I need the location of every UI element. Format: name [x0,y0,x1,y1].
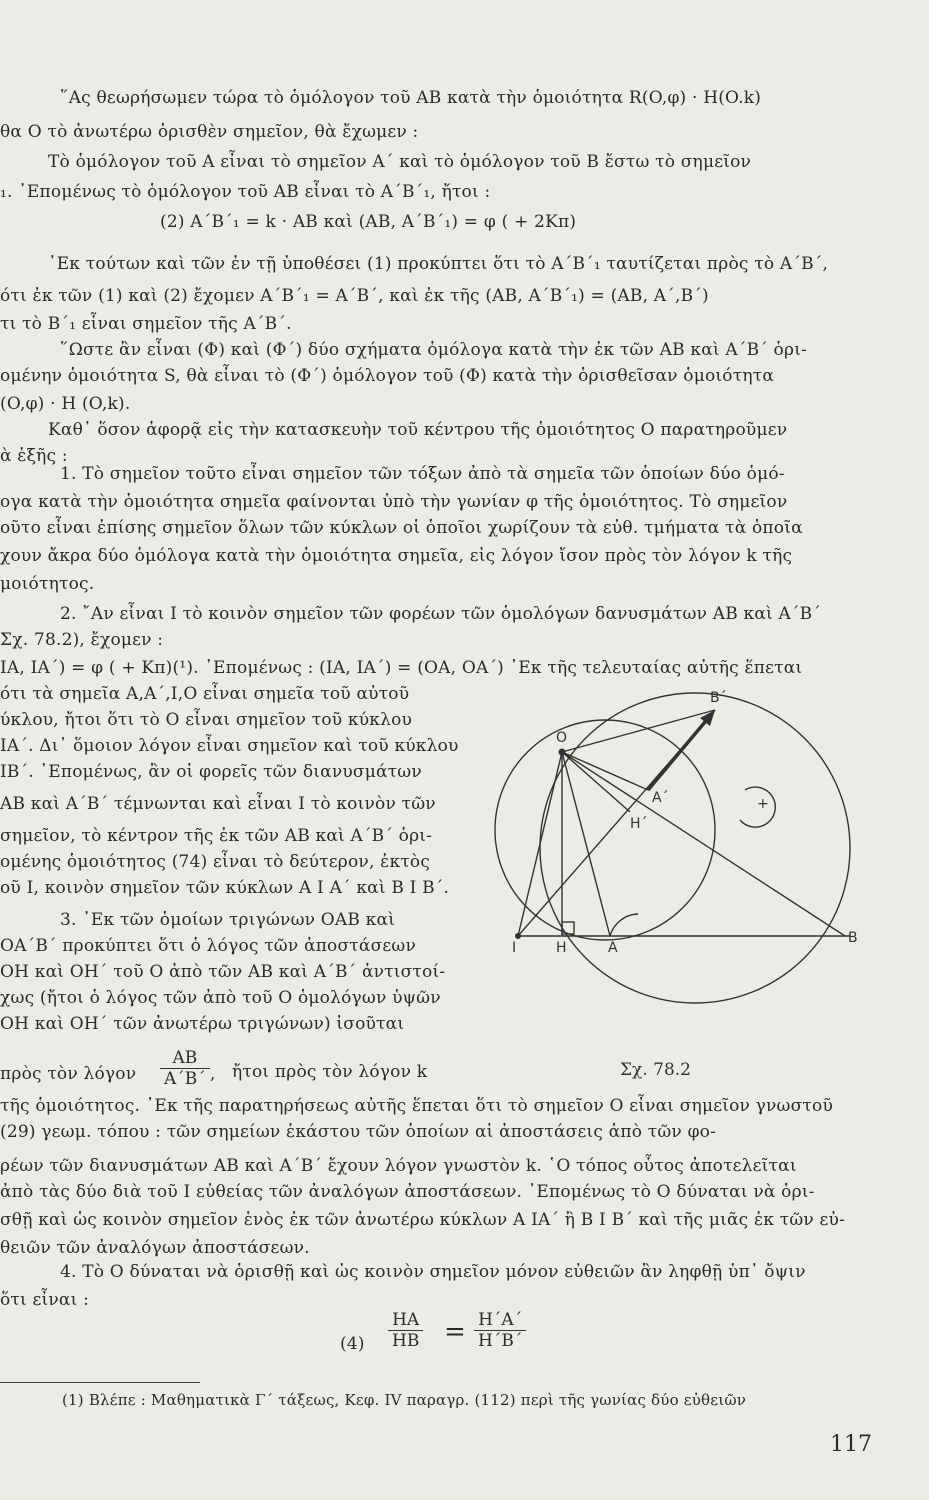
fraction-denominator: A΄B΄ [164,1069,206,1089]
point-i [515,933,521,939]
text-line: ἤτοι πρὸς τὸν λόγον k [232,1062,428,1082]
text-line: OH καὶ OH΄ τῶν ἀνωτέρω τριγώνων) ἰσοῦται [0,1014,405,1034]
line-o-ap [562,752,648,790]
text-line: ρέων τῶν διανυσμάτων AB καὶ A΄B΄ ἔχουν λόγον γνωστὸν k. ῾Ο τόπος οὗτος ἀποτελεῖται [0,1156,797,1176]
arc-angle-a [610,914,638,936]
equation-lhs-den: HB [392,1331,420,1351]
text-line: 2. ῎Αν εἶναι I τὸ κοινὸν σημεῖον τῶν φορέων τῶν ὁμολόγων δανυσμάτων AB καὶ A΄B΄ [60,604,822,624]
equation-label: (4) [340,1334,365,1354]
text-line: 3. ᾽Εκ τῶν ὁμοίων τριγώνων OAB καὶ [60,910,396,930]
text-line: τι τὸ B΄₁ εἶναι σημεῖον τῆς A΄B΄. [0,314,292,334]
label-ap: A΄ [652,790,669,806]
text-line: 1. Τὸ σημεῖον τοῦτο εἶναι σημεῖον τῶν τόξων ἀπὸ τὰ σημεῖα τῶν ὁποίων δύο ὁμό- [60,464,785,484]
text-line: Τὸ ὁμόλογον τοῦ A εἶναι τὸ σημεῖον A΄ καὶ τὸ ὁμόλογον τοῦ B ἔστω τὸ σημεῖον [48,152,752,172]
text-line: AB καὶ A΄B΄ τέμνωνται καὶ εἶναι I τὸ κοινὸν τῶν [0,794,436,814]
line-o-bp [562,710,715,752]
line-o-a [562,752,610,936]
text-line: ᾽Εκ τούτων καὶ τῶν ἐν τῇ ὑποθέσει (1) προκύπτει ὅτι τὸ A΄B΄₁ ταυτίζεται πρὸς τὸ A΄B΄, [48,254,829,274]
geometry-figure [460,680,880,1100]
text-line: ότι τὰ σημεῖα A,A΄,I,O εἶναι σημεῖα τοῦ αὐτοῦ [0,684,410,704]
text-line: IA, IA΄) = φ ( + Kπ)(¹). ᾽Επομένως : (IA, IA΄) = (OA, OA΄) ᾽Εκ τῆς τελευταίας αὐτῆς ἕπεται [0,658,803,678]
equation-lhs-num: HA [388,1310,423,1331]
fraction-ab-over-apbp [160,1048,210,1089]
label-a: A [608,940,618,956]
page-number: 117 [830,1432,872,1457]
text-line: ὰ ἑξῆς : [0,446,68,466]
text-line: σθῇ καὶ ὡς κοινὸν σημεῖον ἑνὸς ἐκ τῶν ἀνωτέρω κύκλων A IA΄ ἢ B I B΄ καὶ τῆς μιᾶς ἐκ τῶν εὐ- [0,1210,846,1230]
footnote: (1) Βλέπε : Μαθηματικὰ Γ΄ τάξεως, Κεφ. IV παραγρ. (112) περὶ τῆς γωνίας δύο εὐθειῶν [62,1391,747,1409]
text-line: (2) A΄B΄₁ = k · AB καὶ (AB, A΄B΄₁) = φ ( + 2Kπ) [160,212,577,232]
text-line: μοιότητος. [0,574,95,594]
equation-lhs [388,1310,423,1351]
equation-rhs-num: H΄A΄ [474,1310,526,1331]
label-i: I [512,940,517,956]
text-line: Καθ᾽ ὅσον ἀφορᾷ εἰς τὴν κατασκευὴν τοῦ κέντρου τῆς ὁμοιότητος O παρατηροῦμεν [48,420,788,440]
text-line: τῆς ὁμοιότητος. ᾽Εκ τῆς παρατηρήσεως αὐτῆς ἕπεται ὅτι τὸ σημεῖον O εἶναι σημεῖον γνωστοῦ [0,1096,833,1116]
text-line: ₁. ᾽Επομένως τὸ ὁμόλογον τοῦ AB εἶναι τὸ A΄B΄₁, ἤτοι : [0,182,491,202]
text-line: σημεῖον, τὸ κέντρον τῆς ἐκ τῶν AB καὶ A΄B΄ ὁρι- [0,826,433,846]
text-line: θειῶν τῶν ἀναλόγων ἀποστάσεων. [0,1238,310,1258]
text-line: ότι ἐκ τῶν (1) καὶ (2) ἔχομεν A΄B΄₁ = A΄B΄, καὶ ἐκ τῆς (AB, A΄B΄₁) = (AB, A΄,B΄) [0,286,709,306]
text-line: θα O τὸ ἀνωτέρω ὁρισθὲν σημεῖον, θὰ ἔχωμεν : [0,122,419,142]
fraction-numerator: AB [160,1048,210,1069]
text-line: 4. Τὸ O δύναται νὰ ὁρισθῇ καὶ ὡς κοινὸν σημεῖον μόνον εὐθειῶν ἂν ληφθῇ ὑπ᾽ ὄψιν [60,1262,806,1282]
text-line: χουν ἄκρα δύο ὁμόλογα κατὰ τὴν ὁμοιότητα σημεῖα, εἰς λόγον ἴσον πρὸς τὸν λόγον k τῆς [0,546,793,566]
point-o [559,749,566,756]
text-line: οῦτο εἶναι ἐπίσης σημεῖον ὅλων τῶν κύκλων οἱ ὁποῖοι χωρίζουν τὰ εὐθ. τμήματα τὰ ὁποῖα [0,518,803,538]
equation-equals: = [444,1317,466,1347]
equation-rhs [474,1310,526,1351]
text-line: (29) γεωμ. τόπου : τῶν σημείων ἑκάστου τῶν ὁποίων αἱ ἀποστάσεις ἀπὸ τῶν φο- [0,1122,717,1142]
text-line: (O,φ) · H (O,k). [0,394,131,414]
label-bp: B΄ [710,690,727,706]
text-line: ἀπὸ τὰς δύο διὰ τοῦ I εὐθείας τῶν ἀναλόγων ἀποστάσεων. ᾽Επομένως τὸ O δύναται νὰ ὁρι- [0,1182,815,1202]
text-line: χως (ἤτοι ὁ λόγος τῶν ἀπὸ τοῦ O ὁμολόγων ὑψῶν [0,988,441,1008]
figure-caption: Σχ. 78.2 [620,1060,691,1080]
text-line: οῦ I, κοινὸν σημεῖον τῶν κύκλων A I A΄ καὶ B I B΄. [0,878,450,898]
label-plus: + [757,796,769,812]
equation-rhs-den: H΄B΄ [478,1331,523,1351]
label-o: O [556,730,568,746]
text-line: IA΄. Δι᾽ ὅμοιον λόγον εἶναι σημεῖον καὶ τοῦ κύκλου [0,736,459,756]
fraction-suffix: , [210,1064,216,1084]
line-o-hp [562,752,630,812]
text-line: ομένην ὁμοιότητα S, θὰ εἶναι τὸ (Φ΄) ὁμόλογον τοῦ (Φ) κατὰ τὴν ὁρισθεῖσαν ὁμοιότητα [0,366,775,386]
footnote-rule [0,1382,200,1383]
text-line: ῞Ας θεωρήσωμεν τώρα τὸ ὁμόλογον τοῦ AB κατὰ τὴν ὁμοιότητα R(O,φ) · H(O.k) [60,88,762,108]
text-line: ῞Ωστε ἂν εἶναι (Φ) καὶ (Φ΄) δύο σχήματα ὁμόλογα κατὰ τὴν ἐκ τῶν AB καὶ A΄B΄ ὁρι- [60,340,807,360]
text-line: OH καὶ OH΄ τοῦ O ἀπὸ τῶν AB καὶ A΄B΄ ἀντιστοί- [0,962,446,982]
label-h: H [556,940,567,956]
text-line: OA΄B΄ προκύπτει ὅτι ὁ λόγος τῶν ἀποστάσεων [0,936,416,956]
label-b: B [848,930,858,946]
text-line: ὅτι εἶναι : [0,1290,89,1310]
text-line: ύκλου, ἤτοι ὅτι τὸ O εἶναι σημεῖον τοῦ κύκλου [0,710,413,730]
text-line: ομένης ὁμοιότητος (74) εἶναι τὸ δεύτερον, ἐκτὸς [0,852,431,872]
label-hp: H΄ [630,816,648,832]
text-line: ογα κατὰ τὴν ὁμοιότητα σημεῖα φαίνονται ὑπὸ τὴν γωνίαν φ τῆς ὁμοιότητος. Τὸ σημεῖον [0,492,788,512]
text-line: πρὸς τὸν λόγον [0,1064,137,1084]
line-o-i [518,752,562,936]
text-line: Σχ. 78.2), ἔχομεν : [0,630,164,650]
vector-ap-bp [648,716,710,790]
text-line: IB΄. ᾽Επομένως, ἂν οἱ φορεῖς τῶν διανυσμάτων [0,762,422,782]
